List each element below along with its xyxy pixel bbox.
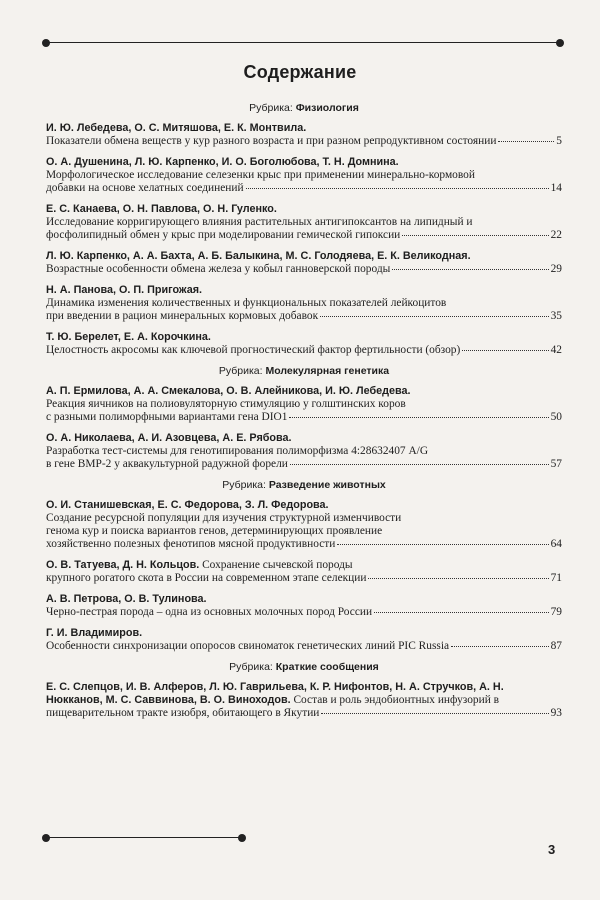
toc-entry[interactable]: [46, 156, 562, 195]
entry-page: 50: [550, 411, 562, 423]
entry-page: 79: [550, 606, 562, 618]
table-of-contents: [46, 96, 562, 728]
section-heading: [46, 365, 562, 377]
dot-leader: [374, 612, 549, 613]
section-heading: [46, 661, 562, 673]
entry-title-line: Целостность акросомы как ключевой прогностический фактор фертильности (обзор): [46, 344, 461, 356]
rubric-name: Молекулярная генетика: [265, 365, 390, 377]
entry-title-line: Морфологическое исследование селезенки крыс при применении минерально-кормовой: [46, 169, 475, 181]
dot-leader: [321, 713, 548, 714]
dot-leader: [337, 544, 548, 545]
entry-title-line: Исследование корригирующего влияния растительных антигипоксантов на липидный и: [46, 216, 473, 228]
dot-leader: [289, 417, 548, 418]
section-short-reports: [46, 661, 562, 720]
toc-entry[interactable]: [46, 499, 562, 551]
rubric-label: Рубрика:: [222, 479, 266, 491]
entry-title-line: Показатели обмена веществ у кур разного возраста и при разном репродуктивном состоянии: [46, 135, 497, 147]
entry-authors: Е. С. Слепцов, И. В. Алферов, Л. Ю. Гаврильева, К. Р. Нифонтов, Н. А. Стручков, А. Н.: [46, 681, 504, 693]
entry-authors: И. Ю. Лебедева, О. С. Митяшова, Е. К. Монтвила.: [46, 122, 307, 134]
entry-page: 57: [550, 458, 562, 470]
dot-leader: [462, 350, 548, 351]
entry-title-line: фосфолипидный обмен у крыс при моделировании гемической гипоксии: [46, 229, 401, 241]
page-title: Содержание: [243, 62, 357, 82]
dot-leader: [290, 464, 549, 465]
entry-page: 71: [550, 572, 562, 584]
entry-authors: Г. И. Владимиров.: [46, 627, 143, 639]
dot-leader: [402, 235, 548, 236]
dot-leader: [498, 141, 554, 142]
entry-title-line: Реакция яичников на полиовуляторную стимуляцию у голштинских коров: [46, 398, 406, 410]
entry-authors: О. И. Станишевская, Е. С. Федорова, З. Л. Федорова.: [46, 499, 329, 511]
toc-entry[interactable]: [46, 331, 562, 357]
entry-authors: Л. Ю. Карпенко, А. А. Бахта, А. Б. Балыкина, М. С. Голодяева, Е. К. Великодная.: [46, 250, 471, 262]
dot-leader: [392, 269, 548, 270]
entry-authors: О. А. Душенина, Л. Ю. Карпенко, И. О. Боголюбова, Т. Н. Домнина.: [46, 156, 399, 168]
rubric-label: Рубрика:: [229, 661, 273, 673]
entry-authors: О. В. Татуева, Д. Н. Кольцов.: [46, 559, 200, 571]
section-heading: [46, 479, 562, 491]
entry-page: 64: [550, 538, 562, 550]
entry-page: 14: [550, 182, 562, 194]
entry-title-line: при введении в рацион минеральных кормовых добавок: [46, 310, 319, 322]
toc-entry[interactable]: [46, 122, 562, 148]
rubric-label: Рубрика:: [249, 102, 293, 114]
rubric-label: Рубрика:: [218, 365, 263, 377]
entry-title-line: крупного рогатого скота в России на современном этапе селекции: [46, 572, 367, 584]
dot-leader: [246, 188, 549, 189]
entry-page: 5: [556, 135, 562, 147]
rubric-name: Разведение животных: [268, 479, 386, 491]
entry-page: 22: [550, 229, 562, 241]
toc-entry[interactable]: [46, 627, 562, 653]
toc-entry[interactable]: [46, 284, 562, 323]
bottom-decorative-rule: [46, 837, 242, 838]
toc-entry[interactable]: [46, 681, 562, 720]
entry-page: 35: [550, 310, 562, 322]
entry-page: 29: [550, 263, 562, 275]
entry-authors-continued: Нюкканов, М. С. Саввинова, В. О. Виноходов.: [46, 694, 291, 706]
toc-entry[interactable]: [46, 593, 562, 619]
page-number: 3: [548, 842, 556, 857]
entry-title-line: в гене BMP-2 у аквакультурной радужной форели: [46, 458, 288, 470]
toc-entry[interactable]: [46, 559, 562, 585]
entry-authors: А. В. Петрова, О. В. Тулинова.: [46, 593, 207, 605]
entry-title-line: Динамика изменения количественных и функциональных показателей лейкоцитов: [46, 297, 447, 309]
toc-entry[interactable]: [46, 250, 562, 276]
entry-authors: А. П. Ермилова, А. А. Смекалова, О. В. Алейникова, И. Ю. Лебедева.: [46, 385, 411, 397]
entry-title-line: Особенности синхронизации опоросов свиноматок генетических линий PIC Russia: [46, 640, 450, 652]
entry-authors: О. А. Николаева, А. И. Азовцева, А. Е. Рябова.: [46, 432, 292, 444]
entry-title-line: добавки на основе хелатных соединений: [46, 182, 244, 194]
section-heading: [46, 102, 562, 114]
entry-title-line: Создание ресурсной популяции для изучения структурной изменчивости: [46, 512, 402, 524]
entry-title-line: хозяйственно полезных фенотипов мясной продуктивности: [46, 538, 336, 550]
dot-leader: [320, 316, 548, 317]
entry-title-inline: Состав и роль эндобионтных инфузорий в: [293, 694, 500, 706]
entry-title-line: Возрастные особенности обмена железа у кобыл ганноверской породы: [46, 263, 391, 275]
entry-authors: Т. Ю. Берелет, Е. А. Корочкина.: [46, 331, 211, 343]
entry-page: 42: [550, 344, 562, 356]
toc-entry[interactable]: [46, 203, 562, 242]
entry-title-line: Черно-пестрая порода – одна из основных молочных пород России: [46, 606, 373, 618]
entry-page: 93: [550, 707, 562, 719]
section-animal-breeding: [46, 479, 562, 653]
entry-title-line: Разработка тест-системы для генотипирования полиморфизма 4:28632407 A/G: [46, 445, 429, 457]
entry-page: 87: [550, 640, 562, 652]
entry-title-inline: Сохранение сычевской породы: [202, 559, 353, 571]
entry-authors: Е. С. Канаева, О. Н. Павлова, О. Н. Гуленко.: [46, 203, 277, 215]
rubric-name: Физиология: [295, 102, 359, 114]
rubric-name: Краткие сообщения: [275, 661, 379, 673]
section-physiology: [46, 102, 562, 357]
entry-title-line: пищеварительном тракте изюбря, обитающего в Якутии: [46, 707, 320, 719]
toc-entry[interactable]: [46, 432, 562, 471]
entry-title-line: генома кур и поиска вариантов генов, детерминирующих проявление: [46, 525, 383, 537]
dot-leader: [451, 646, 549, 647]
section-molecular-genetics: [46, 365, 562, 471]
toc-entry[interactable]: [46, 385, 562, 424]
entry-authors: Н. А. Панова, О. П. Пригожая.: [46, 284, 203, 296]
top-decorative-rule: [46, 42, 560, 43]
entry-title-line: с разными полиморфными вариантами гена DIO1: [46, 411, 288, 423]
dot-leader: [368, 578, 548, 579]
